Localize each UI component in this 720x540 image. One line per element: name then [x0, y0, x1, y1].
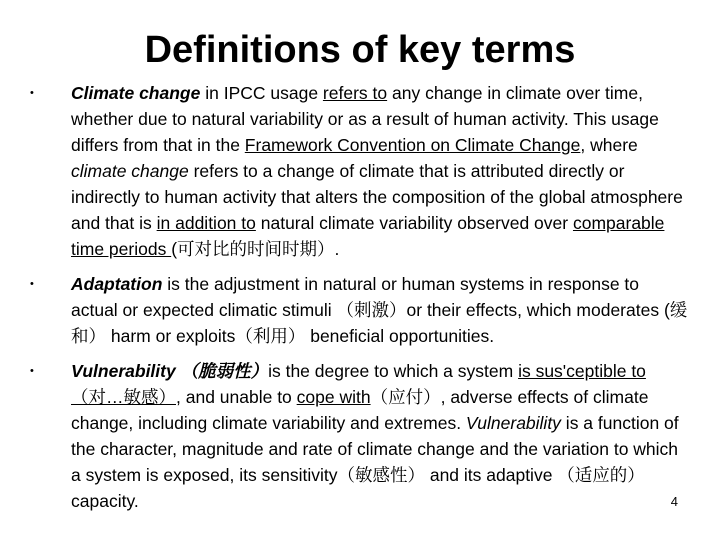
defined-term: Climate change: [71, 83, 201, 103]
bullet-text: [71, 80, 690, 262]
defined-term: Adaptation: [71, 274, 163, 294]
text-segment: is the adjustment in natural or human systems in response to actual or expected climatic stimuli （刺激）or their effects, which moderates (缓和） harm or exploits（利用） beneficial opportunities.: [71, 274, 688, 346]
text-segment: , and unable to: [176, 387, 297, 407]
text-segment: Framework Convention on Climate Change: [244, 135, 581, 155]
text-segment: cope with: [296, 387, 371, 407]
bullet-text: [71, 358, 690, 514]
text-segment: is the degree to which a system: [268, 361, 519, 381]
defined-term: Vulnerability （脆弱性）: [71, 361, 269, 381]
bullet-item-vulnerability: [30, 358, 690, 514]
text-segment: any change in climate over time, whether due to natural variability or as a result of human activity. This usage differs from that in the: [71, 83, 659, 155]
page-number: 4: [670, 494, 678, 509]
text-segment: is sus'ceptible to （对…敏感）: [71, 361, 646, 407]
text-segment: comparable time periods: [71, 213, 665, 259]
text-segment: , where: [580, 135, 638, 155]
text-segment: Vulnerability: [465, 413, 561, 433]
bullet-item-climate-change: [30, 80, 690, 262]
text-segment: climate change: [71, 161, 189, 181]
text-segment: in IPCC usage: [200, 83, 323, 103]
text-segment: refers to a change of climate that is attributed directly or indirectly to human activity that alters the composition of the global atmosphere and that is: [71, 161, 683, 233]
text-segment: natural climate variability observed over: [255, 213, 573, 233]
text-segment: （应付）, adverse effects of climate change, including climate variability and extremes.: [71, 387, 649, 433]
slide-title: Definitions of key terms: [144, 29, 576, 71]
bullet-marker: •: [30, 278, 34, 290]
bullet-list: [30, 80, 690, 514]
bullet-text: [71, 271, 690, 349]
text-segment: in addition to: [156, 213, 256, 233]
bullet-marker: •: [30, 365, 34, 377]
bullet-item-adaptation: [30, 271, 690, 349]
text-segment: is a function of the character, magnitude and rate of climate change and the variation to which a system is exposed, its sensitivity（敏感性） and its adaptive （适应的）capacity.: [71, 413, 679, 511]
bullet-marker: •: [30, 87, 34, 99]
text-segment: refers to: [322, 83, 388, 103]
text-segment: (可对比的时间时期）.: [171, 239, 340, 259]
